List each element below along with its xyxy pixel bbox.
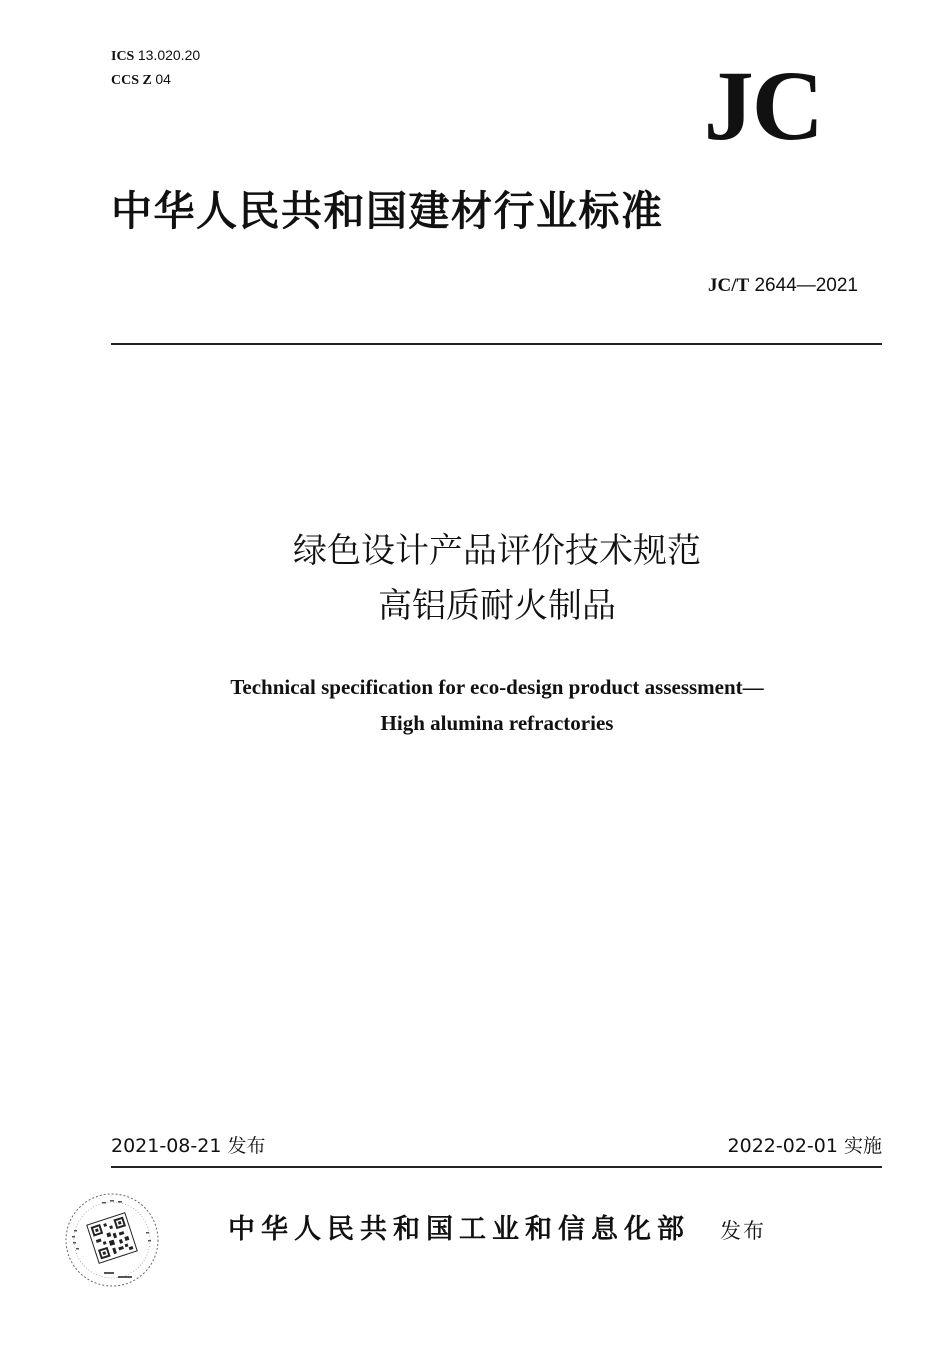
implementation-date: 2022-02-01 实施	[727, 1135, 882, 1157]
issuing-authority: 中华人民共和国工业和信息化部	[228, 1214, 690, 1245]
standard-number	[708, 274, 858, 298]
ics-label: ICS	[111, 49, 135, 64]
title-cn-line1: 绿色设计产品评价技术规范	[293, 531, 701, 571]
issuing-label: 发布	[720, 1219, 766, 1243]
standard-category: 中华人民共和国建材行业标准	[111, 187, 664, 235]
issue-date: 2021-08-21 发布	[111, 1135, 266, 1157]
ccs-code	[111, 68, 200, 92]
ccs-label: CCS Z	[111, 73, 152, 88]
title-en-line2: High alumina refractories	[380, 711, 614, 735]
ics-value: 13.020.20	[137, 47, 201, 63]
classification-codes	[111, 44, 200, 92]
footer-divider	[111, 1166, 882, 1168]
standard-value: 2644—2021	[754, 275, 858, 296]
title-cn-line2: 高铝质耐火制品	[378, 586, 616, 626]
title-en-line1: Technical specification for eco-design product assessment—	[230, 675, 764, 699]
ccs-value: 04	[155, 71, 171, 87]
qr-seal-icon	[62, 1190, 162, 1290]
jc-logo: JC	[703, 50, 822, 161]
standard-prefix: JC/T	[707, 275, 750, 296]
ics-code	[111, 44, 200, 68]
header-divider	[111, 343, 882, 345]
